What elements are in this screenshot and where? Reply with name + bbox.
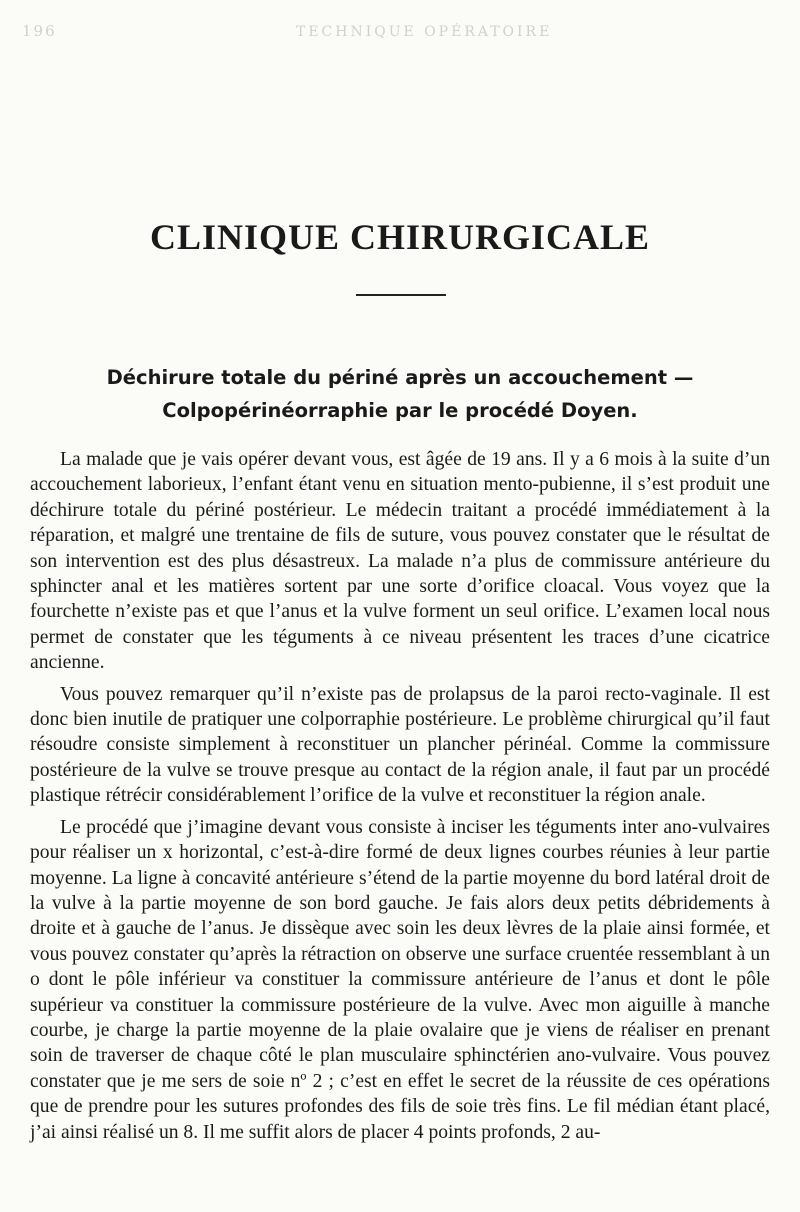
article-subtitle-line-1: Déchirure totale du périné après un accouchement — bbox=[106, 366, 694, 389]
paragraph-2: Vous pouvez remarquer qu’il n’existe pas de prolapsus de la paroi recto-vaginale. Il est donc bien inutile de pratiquer une colporraphie postérieure. Le problème chirurgical qu’il faut résoudre consiste simplement à reconstituer un plancher périnéal. Comme la commissure postérieure de la vulve se trouve presque au contact de la région anale, il faut par un procédé plastique rétrécir considérablement l’orifice de la vulve et reconstituer la région anale. bbox=[30, 683, 770, 807]
running-head: TECHNIQUE OPÉRATOIRE bbox=[296, 24, 553, 40]
paragraph-1: La malade que je vais opérer devant vous, est âgée de 19 ans. Il y a 6 mois à la suite d’un accouchement laborieux, l’enfant étant venu en situation mento-pubienne, il s’est produit une déchirure totale du périné postérieur. Le médecin traitant a procédé immédiatement à la réparation, et malgré une trentaine de fils de suture, vous pouvez constater que le résultat de son intervention est des plus désastreux. La malade n’a plus de commissure antérieure du sphincter anal et les matières sortent par une sorte d’orifice cloacal. Vous voyez que la fourchette n’existe pas et que l’anus et la vulve forment un seul orifice. L’examen local nous permet de constater que les téguments à ce niveau présentent les traces d’une cicatrice ancienne. bbox=[30, 449, 770, 674]
title-divider bbox=[356, 294, 446, 296]
article-subtitle-line-2: Colpopérinéorraphie par le procédé Doyen. bbox=[162, 399, 638, 422]
paragraph-3: Le procédé que j’imagine devant vous consiste à inciser les téguments inter ano-vulvaires pour réaliser un x horizontal, c’est-à-dire formé de deux lignes courbes réunies à leur partie moyenne. La ligne à concavité antérieure s’étend de la partie moyenne du bord latéral droit de la vulve à la partie moyenne de son bord gauche. Je fais alors deux petits débridements à droite et à gauche de l’anus. Je dissèque avec soin les deux lèvres de la plaie ainsi formée, et vous pouvez constater qu’après la rétraction on observe une surface cruentée ressemblant à un o dont le pôle inférieur va constituer la commissure antérieure de l’anus et dont le pôle supérieur va constituer la commissure postérieure de la vulve. Avec mon aiguille à manche courbe, je charge la partie moyenne de la plaie ovalaire que je viens de réaliser en prenant soin de traverser de chaque côté le plan musculaire sphinctérien ano-vulvaire. Vous pouvez constater que je me sers de soie nº 2 ; c’est en effet le secret de la réussite de ces opérations que de prendre pour les sutures profondes des fils de soie très fins. Le fil médian étant placé, j’ai ainsi réalisé un 8. Il me suffit alors de placer 4 points profonds, 2 au- bbox=[30, 816, 770, 1143]
section-title: CLINIQUE CHIRURGICALE bbox=[149, 217, 651, 257]
page-number: 196 bbox=[22, 22, 57, 40]
page-header bbox=[0, 10, 800, 38]
article-body bbox=[30, 447, 770, 1151]
